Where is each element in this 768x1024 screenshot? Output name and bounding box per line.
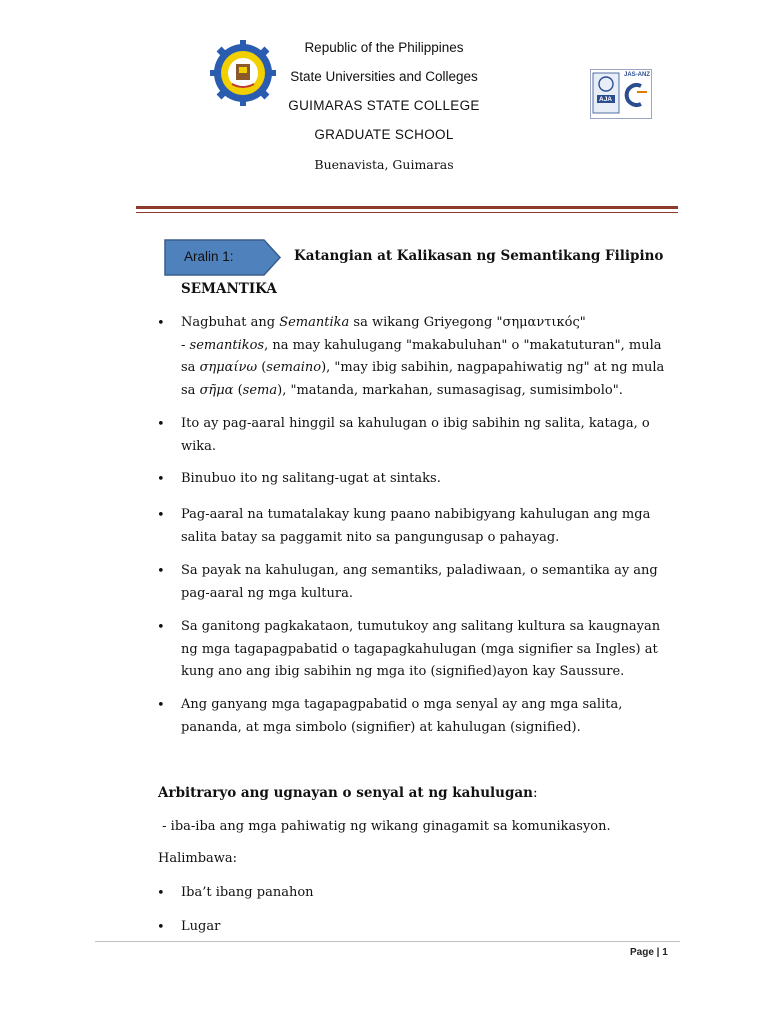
example-1-dot: • xyxy=(157,886,165,901)
header-republic: Republic of the Philippines xyxy=(304,40,464,55)
cert-jasanz-text: JAS-ANZ xyxy=(624,72,651,78)
example-label: Halimbawa: xyxy=(158,851,238,866)
header-college-name: GUIMARAS STATE COLLEGE xyxy=(288,98,480,113)
section-2-heading: Arbitraryo ang ugnayan o senyal at ng kahulugan: xyxy=(158,785,538,801)
footer-rule xyxy=(95,941,680,942)
header-suc: State Universities and Colleges xyxy=(290,69,478,84)
section-2-line: - iba-iba ang mga pahiwatig ng wikang ginagamit sa komunikasyon. xyxy=(158,819,611,834)
header-graduate-school: GRADUATE SCHOOL xyxy=(314,127,454,142)
bullet-6: Sa ganitong pagkakataon, tumutukoy ang salitang kultura sa kaugnayan ng mga tagapagpabatid o tagapagkahulugan (mga signifier sa Ingles) at kung ano ang ibig sabihin ng mga ito (signified)ayon kay Saussure. xyxy=(181,619,661,679)
lesson-title: Katangian at Kalikasan ng Semantikang Filipino xyxy=(294,248,664,264)
page-number: Page | 1 xyxy=(630,947,668,958)
example-2-dot: • xyxy=(157,920,165,935)
bullet-4-dot: • xyxy=(157,508,165,523)
lesson-tag xyxy=(164,239,282,276)
header-location: Buenavista, Guimaras xyxy=(314,157,454,172)
cert-aja-text: AJA xyxy=(599,96,613,103)
bullet-2-dot: • xyxy=(157,417,165,432)
bullet-1: Nagbuhat ang Semantika sa wikang Griyegong "σημαντικός" - semantikos, na may kahulugang "makabuluhan" o "makatuturan", mula sa σημαίνω (semaino), "may ibig sabihin, nagpapahiwatig ng" at ng mula sa σῆμα (sema), "matanda, markahan, sumasagisag, sumisimbolo". xyxy=(181,315,665,398)
certification-logo xyxy=(590,69,652,119)
header-rule-thick xyxy=(136,206,678,209)
bullet-1-dot: • xyxy=(157,316,165,331)
section-title: SEMANTIKA xyxy=(181,281,277,297)
example-1: Iba’t ibang panahon xyxy=(181,885,314,900)
bullet-3: Binubuo ito ng salitang-ugat at sintaks. xyxy=(181,471,441,486)
bullet-4: Pag-aaral na tumatalakay kung paano nabibigyang kahulugan ang mga salita batay sa paggamit nito sa pangungusap o pahayag. xyxy=(181,507,651,545)
bullet-7-dot: • xyxy=(157,698,165,713)
bullet-6-dot: • xyxy=(157,620,165,635)
bullet-2: Ito ay pag-aaral hinggil sa kahulugan o ibig sabihin ng salita, kataga, o wika. xyxy=(181,416,650,454)
bullet-5-dot: • xyxy=(157,564,165,579)
bullet-3-dot: • xyxy=(157,472,165,487)
example-2: Lugar xyxy=(181,919,221,934)
bullet-5: Sa payak na kahulugan, ang semantiks, paladiwaan, o semantika ay ang pag-aaral ng mga kultura. xyxy=(181,563,658,601)
header-rule-thin xyxy=(136,212,678,213)
bullet-7: Ang ganyang mga tagapagpabatid o mga senyal ay ang mga salita, pananda, at mga simbolo (signifier) at kahulugan (signified). xyxy=(181,697,623,735)
lesson-tag-label: Aralin 1: xyxy=(184,249,234,264)
